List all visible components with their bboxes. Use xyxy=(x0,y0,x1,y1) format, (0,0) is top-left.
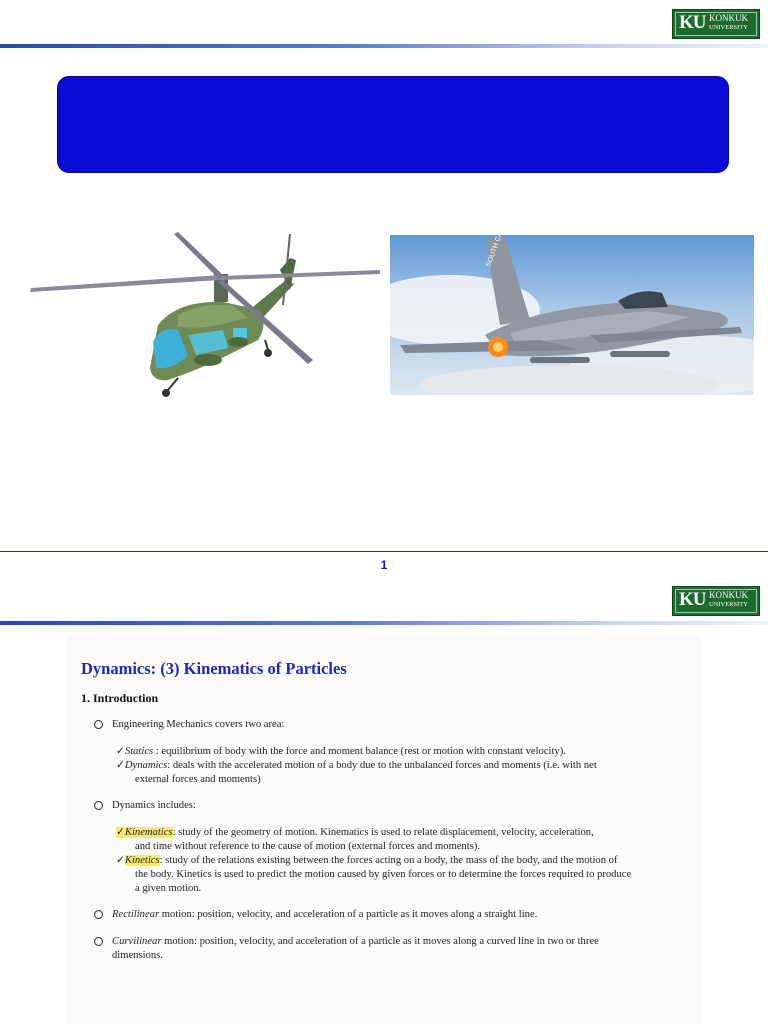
page-number: 1 xyxy=(380,558,388,572)
header-line xyxy=(0,44,768,48)
rectilinear-line: Rectilinear motion: position, velocity, and acceleration of a particle as it moves along a straight line. xyxy=(112,909,538,920)
kinetics-line-3: a given motion. xyxy=(135,883,202,894)
section-heading: 1. Introduction xyxy=(81,691,159,705)
bullet-text: Engineering Mechanics covers two area: xyxy=(112,719,285,730)
bullet-text: Dynamics includes: xyxy=(112,800,196,811)
dynamics-line: ✓Dynamics: deals with the accelerated motion of a body due to the unbalanced forces and moments (i.e. with net xyxy=(116,760,597,771)
logo-mark: KU xyxy=(679,589,706,610)
konkuk-logo-2 xyxy=(672,586,760,616)
kinematics-line-2: and time without reference to the cause of motion (external forces and moments). xyxy=(135,841,481,852)
bullet-circle xyxy=(94,910,103,919)
logo-name: KONKUK UNIVERSITY xyxy=(709,13,748,31)
kinetics-line-2: the body. Kinetics is used to predict the motion caused by given forces or to determine the forces required to produce xyxy=(135,869,632,880)
bullet-circle xyxy=(94,937,103,946)
kinetics-line: ✓Kinetics: study of the relations existing between the forces acting on a body, the mass of the body, and the motion of xyxy=(116,855,618,866)
bullet-circle xyxy=(94,801,103,810)
slide-title: Dynamics: (3) Kinematics of Particles xyxy=(81,659,347,678)
header-line-2 xyxy=(0,621,768,625)
konkuk-logo xyxy=(672,9,760,39)
logo-name: KONKUK UNIVERSITY xyxy=(709,590,748,608)
helicopter-image xyxy=(28,230,383,402)
bullet-circle xyxy=(94,720,103,729)
kinematics-line: ✓Kinematics: study of the geometry of motion. Kinematics is used to relate displacement, velocity, acceleration, xyxy=(116,827,594,838)
title-box xyxy=(57,76,729,173)
fighter-jet-image xyxy=(390,235,754,395)
logo-mark: KU xyxy=(679,12,706,33)
dynamics-line-2: external forces and moments) xyxy=(135,774,261,785)
curvilinear-line: Curvilinear motion: position, velocity, and acceleration of a particle as it moves along a curved line in two or three xyxy=(112,936,599,947)
curvilinear-line-2: dimensions. xyxy=(112,950,163,961)
slide-divider xyxy=(0,551,768,552)
statics-line: ✓Statics : equilibrium of body with the force and moment balance (rest or motion with constant velocity). xyxy=(116,746,566,757)
